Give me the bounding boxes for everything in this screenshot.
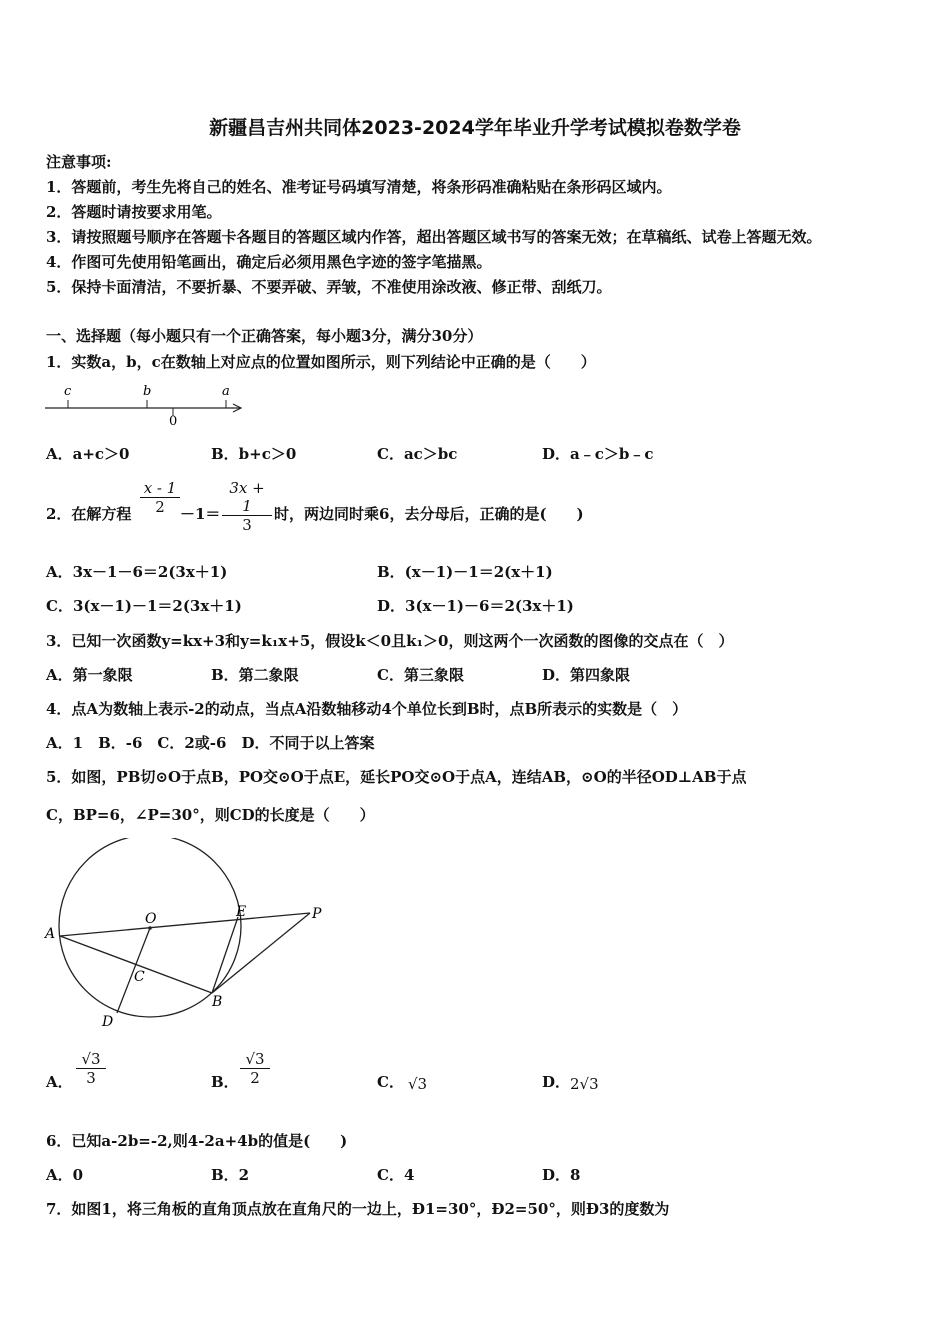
- point-label-d: D: [102, 1014, 114, 1030]
- question-2-prefix: 2．在解方程: [46, 505, 132, 523]
- option-c[interactable]: C．第三象限: [377, 666, 464, 684]
- note-item: 4．作图可先使用铅笔画出，确定后必须用黑色字迹的签字笔描黑。: [46, 253, 492, 271]
- option-a[interactable]: A．第一象限: [46, 666, 133, 684]
- option-d[interactable]: D．第四象限: [542, 666, 631, 684]
- axis-label-c: c: [64, 384, 72, 399]
- point-label-p: P: [312, 906, 322, 922]
- option-a[interactable]: A．0: [46, 1166, 84, 1184]
- option-c[interactable]: C．3(x－1)－1＝2(3x＋1): [46, 597, 242, 615]
- option-b-fraction[interactable]: [240, 1050, 270, 1087]
- number-line-figure: [40, 378, 250, 428]
- option-a-denominator: 3: [86, 1069, 96, 1087]
- option-d[interactable]: D．3(x－1)－6＝2(3x＋1): [377, 597, 574, 615]
- option-a-label[interactable]: A．: [46, 1073, 73, 1091]
- option-a-fraction[interactable]: [76, 1050, 106, 1087]
- option-a-numerator: √3: [81, 1050, 101, 1068]
- question-1-stem: 1．实数a，b，c在数轴上对应点的位置如图所示，则下列结论中正确的是（ ）: [46, 353, 596, 371]
- option-d-label[interactable]: D．: [542, 1073, 571, 1091]
- question-7-stem: 7．如图1，将三角板的直角顶点放在直角尺的一边上，Ð1=30°，Ð2=50°，则Ð3的度数为: [46, 1200, 670, 1218]
- section-heading: 一、选择题（每小题只有一个正确答案，每小题3分，满分30分）: [46, 327, 483, 345]
- page-title: 新疆昌吉州共同体2023-2024学年毕业升学考试模拟卷数学卷: [209, 117, 741, 139]
- option-c-value[interactable]: √3: [408, 1075, 428, 1093]
- axis-label-zero: 0: [169, 414, 178, 428]
- note-item: 5．保持卡面清洁，不要折暴、不要弄破、弄皱，不准使用涂改液、修正带、刮纸刀。: [46, 278, 612, 296]
- question-5-stem-line2: C，BP=6，∠P=30°，则CD的长度是（ ）: [46, 806, 375, 824]
- option-b[interactable]: B．(x－1)－1＝2(x＋1): [377, 563, 553, 581]
- question-3-stem: 3．已知一次函数y=kx+3和y=k₁x+5，假设k＜0且k₁＞0，则这两个一次函数的图像的交点在（ ）: [46, 632, 734, 650]
- axis-label-a: a: [222, 384, 230, 399]
- fraction-2-numerator: 3x + 1: [229, 479, 265, 515]
- circle-tangent-figure: [40, 838, 330, 1033]
- point-label-c: C: [134, 969, 145, 985]
- fraction-2-denominator: 3: [242, 516, 252, 534]
- option-b-numerator: √3: [245, 1050, 265, 1068]
- question-5-stem-line1: 5．如图，PB切⊙O于点B，PO交⊙O于点E，延长PO交⊙O于点A，连结AB，⊙O的半径OD⊥AB于点: [46, 768, 747, 786]
- option-a[interactable]: A．a+c＞0: [46, 445, 130, 463]
- fraction-1-denominator: 2: [155, 498, 165, 516]
- option-b-denominator: 2: [250, 1069, 260, 1087]
- question-2-middle: －1＝: [180, 505, 221, 523]
- point-label-o: O: [145, 911, 157, 927]
- notes-heading: 注意事项:: [46, 153, 112, 171]
- option-c[interactable]: C．ac＞bc: [377, 445, 458, 463]
- question-6-stem: 6．已知a-2b=-2,则4-2a+4b的值是( ): [46, 1132, 348, 1150]
- option-b[interactable]: B．第二象限: [211, 666, 299, 684]
- option-b[interactable]: B．b+c＞0: [211, 445, 297, 463]
- option-d[interactable]: D．8: [542, 1166, 581, 1184]
- option-b-label[interactable]: B．: [211, 1073, 239, 1091]
- option-b[interactable]: B．2: [211, 1166, 250, 1184]
- point-label-a: A: [45, 926, 56, 942]
- question-4-options[interactable]: A．1 B．-6 C．2或-6 D．不同于以上答案: [46, 734, 375, 752]
- note-item: 1．答题前，考生先将自己的姓名、准考证号码填写清楚，将条形码准确粘贴在条形码区域内。: [46, 178, 672, 196]
- option-c-label[interactable]: C．: [377, 1073, 404, 1091]
- fraction-1: [140, 479, 180, 516]
- option-d[interactable]: D．a﹣c＞b﹣c: [542, 445, 654, 463]
- option-d-value[interactable]: 2√3: [570, 1075, 599, 1093]
- question-4-stem: 4．点A为数轴上表示-2的动点，当点A沿数轴移动4个单位长到B时，点B所表示的实数是（ ）: [46, 700, 688, 718]
- option-a[interactable]: A．3x－1－6＝2(3x＋1): [46, 563, 228, 581]
- axis-label-b: b: [143, 384, 152, 399]
- point-label-b: B: [212, 994, 223, 1010]
- note-item: 3．请按照题号顺序在答题卡各题目的答题区域内作答，超出答题区域书写的答案无效；在草稿纸、试卷上答题无效。: [46, 228, 822, 246]
- fraction-2: [222, 479, 272, 534]
- point-label-e: E: [236, 904, 247, 920]
- note-item: 2．答题时请按要求用笔。: [46, 203, 222, 221]
- fraction-1-numerator: x - 1: [143, 479, 177, 497]
- option-c[interactable]: C．4: [377, 1166, 415, 1184]
- question-2-suffix: 时，两边同时乘6，去分母后，正确的是( ): [274, 505, 584, 523]
